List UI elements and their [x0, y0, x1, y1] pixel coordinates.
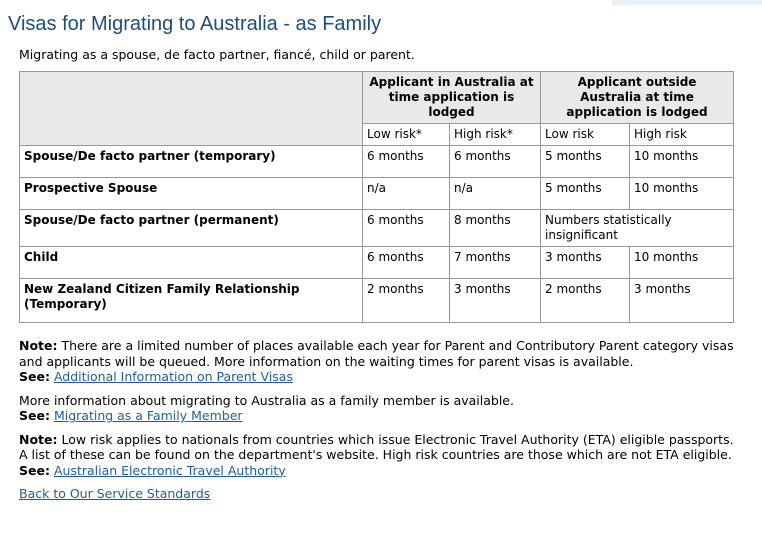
table-row — [20, 178, 734, 210]
cell-in-low: 6 months — [363, 210, 450, 247]
note-label: Note: — [19, 431, 58, 447]
table-row — [20, 210, 734, 247]
table-row — [20, 146, 734, 178]
family-member-link[interactable]: Migrating as a Family Member — [53, 408, 243, 423]
cell-in-high: n/a — [450, 178, 541, 210]
row-label: New Zealand Citizen Family Relationship (Temporary) — [20, 279, 363, 323]
cell-out-high: 10 months — [630, 247, 734, 279]
processing-times-table — [19, 71, 734, 323]
cell-out-high: 10 months — [630, 178, 734, 210]
subheader-out-low-risk: Low risk — [541, 124, 630, 146]
subheader-in-high-risk: High risk* — [450, 124, 541, 146]
table-corner-cell — [20, 72, 363, 146]
note-text: There are a limited number of places available each year for Parent and Contributory Parent category visas and applicants will be queued. More information on the waiting times for parent visas is available. — [19, 338, 734, 369]
table-group-header-row — [20, 72, 734, 124]
cell-out-low: 3 months — [541, 247, 630, 279]
cell-in-low: 2 months — [363, 279, 450, 323]
family-member-info — [19, 393, 739, 424]
row-label: Child — [20, 247, 363, 279]
cell-out-low: 5 months — [541, 178, 630, 210]
row-label: Prospective Spouse — [20, 178, 363, 210]
parent-visa-note — [19, 338, 739, 385]
group-header-in-australia: Applicant in Australia at time application is lodged — [363, 72, 541, 124]
group-header-outside-australia: Applicant outside Australia at time application is lodged — [541, 72, 734, 124]
note-label: Note: — [19, 338, 58, 353]
cell-in-low: 6 months — [363, 247, 450, 279]
page-title: Visas for Migrating to Australia - as Family — [8, 13, 382, 35]
back-to-standards-link[interactable]: Back to Our Service Standards — [19, 486, 211, 501]
cell-out-merged: Numbers statistically insignificant — [541, 210, 734, 247]
cell-in-high: 3 months — [450, 279, 541, 323]
cell-in-high: 7 months — [450, 247, 541, 279]
cell-out-low: 2 months — [541, 279, 630, 323]
info-text: More information about migrating to Australia as a family member is available. — [19, 392, 514, 408]
see-label: See: — [19, 462, 50, 478]
subheader-in-low-risk: Low risk* — [363, 124, 450, 146]
intro-text: Migrating as a spouse, de facto partner, fiancé, child or parent. — [19, 47, 415, 62]
cell-in-high: 8 months — [450, 210, 541, 247]
cell-in-low: n/a — [363, 178, 450, 210]
row-label: Spouse/De facto partner (permanent) — [20, 210, 363, 247]
table-row — [20, 247, 734, 279]
cell-out-high: 10 months — [630, 146, 734, 178]
notes-section — [19, 338, 739, 510]
cell-in-high: 6 months — [450, 146, 541, 178]
cell-out-high: 3 months — [630, 279, 734, 323]
eta-link[interactable]: Australian Electronic Travel Authority — [53, 462, 286, 478]
cell-in-low: 6 months — [363, 146, 450, 178]
row-label: Spouse/De facto partner (temporary) — [20, 146, 363, 178]
see-label: See: — [19, 408, 50, 423]
risk-note — [19, 432, 739, 479]
table-row — [20, 279, 734, 323]
top-accent-bar — [612, 0, 762, 5]
parent-visas-link[interactable]: Additional Information on Parent Visas — [53, 369, 293, 384]
back-section — [19, 486, 739, 502]
note-text: Low risk applies to nationals from countries which issue Electronic Travel Authority (ETA) eligible passports. A list of these can be found on the department's website. High risk countries are those which are not ETA eligible. — [19, 431, 734, 462]
cell-out-low: 5 months — [541, 146, 630, 178]
subheader-out-high-risk: High risk — [630, 124, 734, 146]
see-label: See: — [19, 369, 50, 384]
